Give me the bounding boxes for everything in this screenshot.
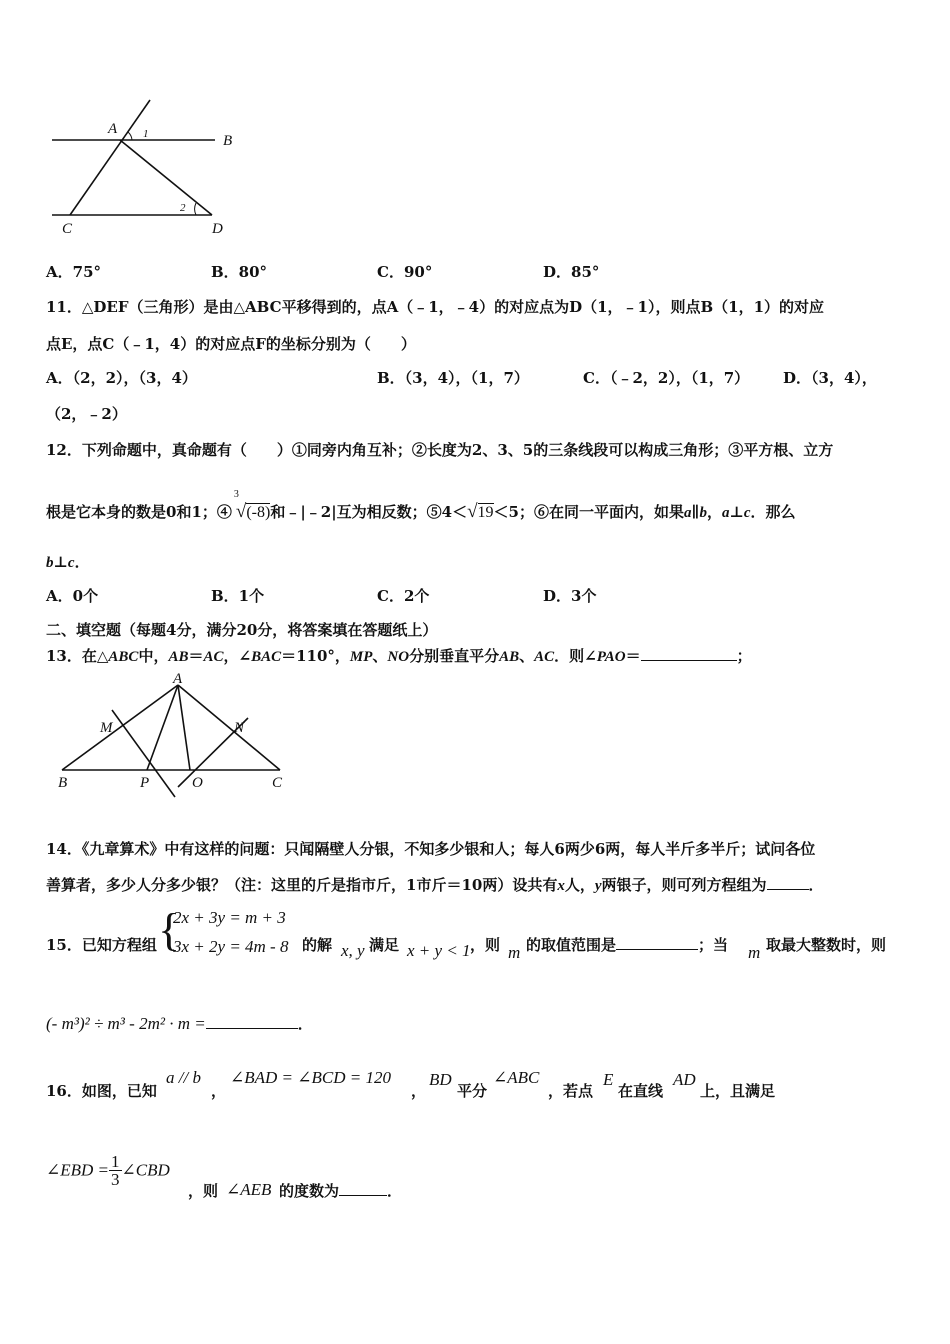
q12-line2-b: 和﹣|﹣2|互为相反数；⑤4＜ [270, 503, 468, 521]
q16-d: 平分 [457, 1082, 488, 1100]
fraction-numerator: 1 [111, 1152, 120, 1171]
q16-answer-blank[interactable] [339, 1181, 387, 1196]
q14-line1: 14．《九章算术》中有这样的问题：只闻隔壁人分银，不知多少银和人；每人6两少6两，每人半斤多半斤；试问各位 [46, 840, 816, 858]
fig2-label-n: N [234, 720, 245, 736]
side-ab [62, 685, 178, 770]
q13-d: AB [168, 649, 189, 665]
q12-line3-end: ． [74, 553, 90, 571]
transversal-ac [70, 100, 150, 215]
q13-r: PAO [596, 649, 626, 665]
q13-j: MP [349, 649, 373, 665]
q12-line1: 12．下列命题中，真命题有（ ）①同旁内角互补；②长度为2、3、5的三条线段可以构成三角形；③平方根、立方 [46, 441, 834, 459]
q15-brace: { [158, 904, 181, 955]
figure-triangle-perpendicular-bisectors [50, 670, 295, 800]
q13-l: NO [387, 649, 410, 665]
q11-line2: 点E，点C（﹣1，4）的对应点F的坐标分别为（ ） [46, 335, 416, 353]
label-b: B [223, 133, 233, 149]
q16-b: ， [211, 1082, 227, 1100]
q15-cond: x + y < 1 [407, 941, 471, 960]
segment-ad [120, 140, 212, 215]
q12-bc-perp: b⊥c [46, 555, 75, 571]
angle-1-arc [128, 132, 132, 140]
q16-c: ， [411, 1082, 427, 1100]
fig2-label-p: P [140, 775, 150, 791]
q11-option-a[interactable]: A．（2，2），（3，4） [46, 369, 197, 387]
q10-option-d[interactable]: D．85° [543, 263, 600, 281]
q16-point-e: E [603, 1070, 614, 1089]
q13-g: ，∠ [223, 647, 252, 665]
fraction-denominator: 3 [111, 1170, 120, 1189]
figure-parallel-lines-triangle [40, 95, 250, 240]
q16-bd: BD [429, 1070, 452, 1089]
side-ac [178, 685, 280, 770]
q12-option-d[interactable]: D．3个 [543, 587, 597, 605]
q14-line2-a: 善算者，多少人分多少银？（注：这里的斤是指市斤，1市斤＝10两）设共有 [46, 876, 558, 894]
label-d: D [212, 221, 223, 237]
q16-a: 16．如图，已知 [46, 1082, 157, 1100]
q15-e: ；当 [698, 936, 729, 954]
fig2-label-a: A [173, 671, 183, 687]
q13-a: 13．在△ [46, 647, 109, 665]
q12-option-b[interactable]: B．1个 [211, 587, 265, 605]
q12-ab-parallel: a∥b [684, 505, 707, 521]
label-angle-2: 2 [180, 202, 186, 214]
q13-b: ABC [108, 649, 139, 665]
q16-aeb: ∠AEB [226, 1180, 272, 1199]
q13-i: ＝110°， [281, 647, 350, 665]
q15-b: 满足 [369, 936, 400, 954]
q12-option-c[interactable]: C．2个 [377, 587, 430, 605]
q15-range-text [526, 934, 728, 955]
q12-line2-g: ．那么 [750, 503, 796, 521]
label-c: C [62, 221, 73, 237]
q11-option-c[interactable]: C．（﹣2，2），（1，7） [583, 369, 750, 387]
q13-f: AC [203, 649, 224, 665]
q16-ad: AD [673, 1070, 696, 1089]
cube-root-radicand: (-8) [246, 504, 271, 521]
q16-h: ，则 [188, 1182, 219, 1200]
q15-prefix: 15．已知方程组 [46, 936, 157, 954]
q13-k: 、 [372, 647, 388, 665]
q16-ebd: ∠EBD = [46, 1160, 110, 1180]
cube-root [232, 489, 271, 523]
q13-h: BAC [251, 649, 282, 665]
q10-option-b[interactable]: B．80° [211, 263, 268, 281]
q15-eq2: 3x + 2y = 4m - 8 [173, 937, 289, 956]
q15-m1: m [508, 943, 521, 962]
q15-answer-blank-2[interactable] [206, 1014, 298, 1029]
q11-line1: 11．△DEF（三角形）是由△ABC平移得到的，点A（﹣1，﹣4）的对应点为D（1，﹣1），则点B（1，1）的对应 [46, 298, 825, 316]
q12-line2 [46, 489, 796, 523]
radical-sign-2: √ [467, 501, 478, 522]
q16-f: 在直线 [618, 1082, 664, 1100]
segment-ap [147, 685, 178, 770]
q15-eq1: 2x + 3y = m + 3 [173, 908, 286, 927]
q16-condition [46, 1153, 170, 1188]
q13-c: 中， [138, 647, 169, 665]
q16-end: ． [387, 1182, 403, 1200]
q12-line3 [46, 551, 90, 572]
q12-line2-c: ＜5；⑥在同一平面内，如果 [493, 503, 684, 521]
q16-e: ，若点 [548, 1082, 594, 1100]
q16-answer-line [279, 1180, 402, 1201]
q11-option-d-cont: （2，﹣2） [46, 405, 127, 423]
fig2-label-b: B [58, 775, 68, 791]
label-a: A [108, 121, 118, 137]
q13-answer-blank[interactable] [641, 646, 737, 661]
q15-xy: x, y [341, 941, 365, 960]
q11-option-b[interactable]: B．（3，4），（1，7） [377, 369, 529, 387]
q16-abc: ∠ABC [493, 1068, 540, 1087]
radical-sign-1: √ [235, 501, 247, 522]
q13-s: ＝ [625, 647, 641, 665]
label-angle-1: 1 [143, 128, 149, 140]
q13-text [46, 645, 752, 666]
fig2-label-o: O [192, 775, 203, 791]
q14-line2-b: 人， [564, 876, 595, 894]
section-fill-in-heading: 二、填空题（每题4分，满分20分，将答案填在答题纸上） [46, 621, 438, 639]
angle-2-arc [195, 203, 196, 215]
q13-p: AC [534, 649, 555, 665]
q16-i: 的度数为 [279, 1182, 340, 1200]
q12-line2-a: 根是它本身的数是0和1；④ [46, 503, 232, 521]
q13-e: ＝ [188, 647, 204, 665]
q13-m: 分别垂直平分 [409, 647, 500, 665]
q10-option-a[interactable]: A．75° [46, 263, 102, 281]
q12-line2-e: ， [706, 503, 722, 521]
q16-parallel: a // b [166, 1068, 201, 1087]
q16-fraction [109, 1153, 122, 1188]
q16-angles: ∠BAD = ∠BCD = 120 [230, 1068, 391, 1087]
q14-line2 [46, 874, 824, 895]
fig2-label-c: C [272, 775, 283, 791]
q14-y: y [594, 878, 602, 894]
q12-ac-perp: a⊥c [721, 505, 751, 521]
q15-a: 的解 [302, 936, 333, 954]
q14-end: ． [808, 876, 824, 894]
q12-option-a[interactable]: A．0个 [46, 587, 99, 605]
segment-ao [178, 685, 190, 770]
q14-line2-c: 两银子，则可列方程组为 [601, 876, 767, 894]
q14-x: x [557, 878, 565, 894]
q15-m2: m [748, 943, 761, 962]
q16-cbd: ∠CBD [121, 1160, 170, 1180]
q13-t: ； [736, 647, 752, 665]
q13-o: 、 [519, 647, 535, 665]
q13-q: ．则∠ [554, 647, 597, 665]
sqrt-radicand: 19 [477, 504, 494, 521]
q15-f: 取最大整数时，则 [766, 936, 887, 954]
q15-c: ，则 [470, 936, 501, 954]
q15-end: ． [297, 1015, 313, 1033]
q15-expr: (- m³)² ÷ m³ - 2m² · m = [46, 1014, 206, 1033]
q15-answer-blank-1[interactable] [616, 935, 698, 950]
fig2-label-m: M [100, 720, 113, 736]
q14-answer-blank[interactable] [767, 875, 809, 890]
q16-g: 上，且满足 [700, 1082, 776, 1100]
q15-d: 的取值范围是 [526, 936, 617, 954]
q15-expression [46, 1013, 313, 1034]
square-root [467, 501, 494, 522]
q10-option-c[interactable]: C．90° [377, 263, 433, 281]
cube-root-index: 3 [233, 489, 239, 500]
q13-n: AB [499, 649, 520, 665]
q11-option-d[interactable]: D．（3，4）， [783, 369, 877, 387]
